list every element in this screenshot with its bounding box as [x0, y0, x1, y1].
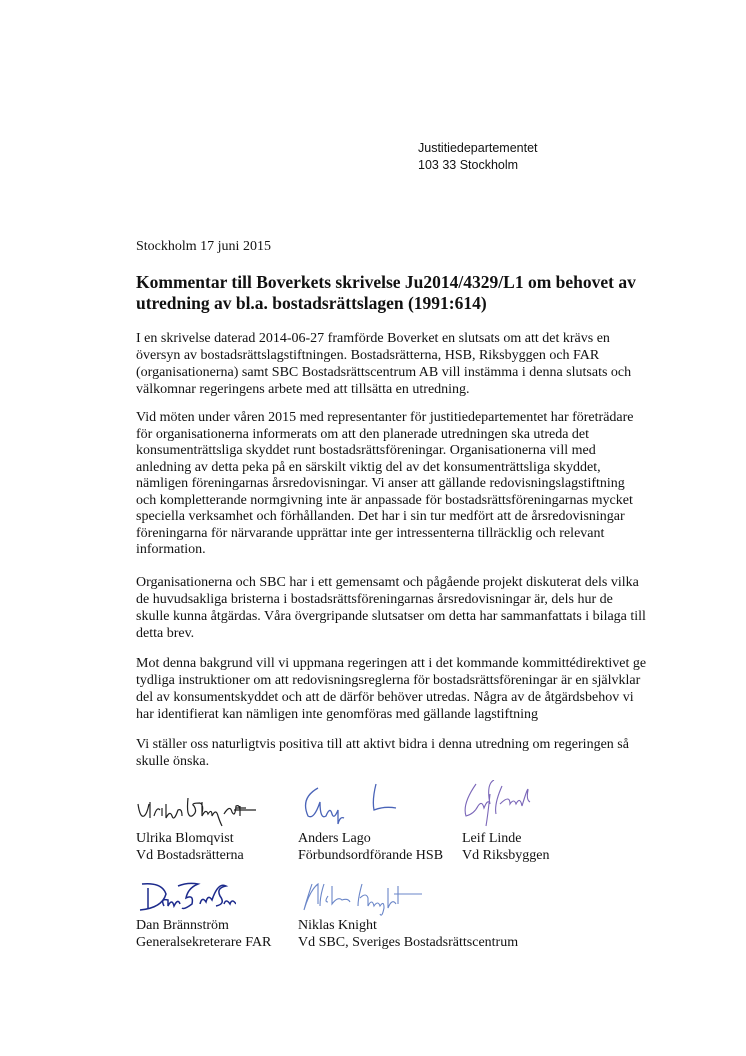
- recipient-name: Justitiedepartementet: [418, 141, 538, 155]
- signatory-role: Vd SBC, Sveriges Bostadsrättscentrum: [298, 935, 519, 950]
- text-line: speciella verksamhet och förhållanden. Det har i sin tur medfört att de årsredovisningar: [136, 509, 625, 524]
- signatory-2: [298, 780, 428, 828]
- letter-date: Stockholm 17 juni 2015: [136, 239, 271, 254]
- signatory-3-text: [462, 830, 550, 864]
- text-line: information.: [136, 542, 206, 557]
- text-line: för organisationerna informerats om att den planerade utredningen ska utreda det: [136, 426, 590, 442]
- signatory-name: Leif Linde: [462, 831, 522, 846]
- text-line: del av konsumentskyddet och att de därför behöver utredas. Några av de åtgärdsbehov vi: [136, 690, 634, 705]
- text-line: Organisationerna och SBC har i ett gemensamt och pågående projekt diskuterat dels vilka: [136, 575, 639, 590]
- paragraph-1: [136, 330, 631, 398]
- signatory-name: Ulrika Blomqvist: [136, 831, 234, 846]
- signatory-name: Niklas Knight: [298, 918, 377, 933]
- signature-image: [136, 790, 256, 828]
- text-line: (organisationerna) samt SBC Bostadsrättscentrum AB vill instämma i denna slutsats och: [136, 365, 632, 380]
- title-line: utredning av bl.a. bostadsrättslagen (1991:614): [136, 293, 487, 313]
- text-line: detta brev.: [136, 626, 195, 641]
- signatory-1-text: [136, 830, 244, 864]
- paragraph-5: [136, 736, 629, 770]
- text-line: skulle kunna åtgärdas. Våra övergripande slutsatser om detta har sammanfattats i bilaga till: [136, 609, 646, 624]
- text-line: Vi ställer oss naturligtvis positiva till att aktivt bidra i denna utredning om regeringen så: [136, 737, 629, 752]
- text-line: I en skrivelse daterad 2014-06-27 framförde Boverket en slutsats om att det krävs en: [136, 331, 610, 346]
- text-line: Mot denna bakgrund vill vi uppmana regeringen att i det kommande kommittédirektivet ge: [136, 656, 647, 671]
- signature-image: [136, 880, 236, 916]
- signatory-4-text: [136, 917, 271, 951]
- signatory-5-text: [298, 917, 518, 951]
- title-line: Kommentar till Boverkets skrivelse Ju2014/4329/L1 om behovet av: [136, 272, 636, 292]
- signatory-role: Generalsekreterare FAR: [136, 935, 272, 950]
- paragraph-2: [136, 410, 634, 559]
- signatory-3: [462, 780, 552, 830]
- paragraph-4: [136, 655, 646, 723]
- text-line: de huvudsakliga bristerna i bostadsrättsföreningarnas årsredovisningar är, dels hur de: [136, 592, 613, 607]
- signatory-name: Anders Lago: [298, 831, 371, 846]
- text-line: föreningarna för närvarande upprättar inte ger intressenterna tillräcklig och relevant: [136, 525, 605, 541]
- signatory-5: [298, 880, 428, 916]
- signatory-role: Förbundsordförande HSB: [298, 848, 444, 863]
- paragraph-3: [136, 574, 646, 642]
- signatory-2-text: [298, 830, 443, 864]
- signature-image: [462, 780, 552, 830]
- recipient-postal: 103 33 Stockholm: [418, 158, 519, 172]
- signature-image: [298, 780, 428, 828]
- text-line: översyn av bostadsrättslagstiftningen. Bostadsrätterna, HSB, Riksbyggen och FAR: [136, 348, 600, 363]
- text-line: anledning av detta peka på en särskilt viktig del av det konsumenträttsliga skyddet,: [136, 459, 601, 475]
- text-line: nämligen föreningarnas årsredovisningar. Vi anser att gällande redovisningslagstiftning: [136, 476, 625, 491]
- signatory-name: Dan Brännström: [136, 918, 229, 933]
- text-line: välkomnar regeringens arbete med att tillsätta en utredning.: [136, 382, 470, 397]
- signatory-role: Vd Riksbyggen: [462, 848, 550, 863]
- recipient-address: [418, 140, 538, 174]
- text-line: och kompletterande normgivning inte är anpassade för bostadsrättsföreningarnas mycket: [136, 492, 633, 508]
- letter-title: [136, 272, 736, 314]
- signature-image: [298, 880, 428, 916]
- text-line: Vid möten under våren 2015 med representanter för justitiedepartementet har företrädare: [136, 410, 634, 425]
- text-line: tydliga instruktioner om att redovisningsreglerna för bostadsrättsföreningar är en självklar: [136, 673, 641, 688]
- text-line: har identifierat kan nämligen inte genomföras med gällande lagstiftning: [136, 707, 538, 722]
- text-line: skulle önska.: [136, 754, 210, 769]
- signatory-4: [136, 880, 236, 916]
- signatory-1: [136, 790, 256, 828]
- text-line: konsumenträttsliga skyddet runt bostadsrättsföreningar. Organisationerna vill med: [136, 443, 596, 458]
- signatory-role: Vd Bostadsrätterna: [136, 848, 244, 863]
